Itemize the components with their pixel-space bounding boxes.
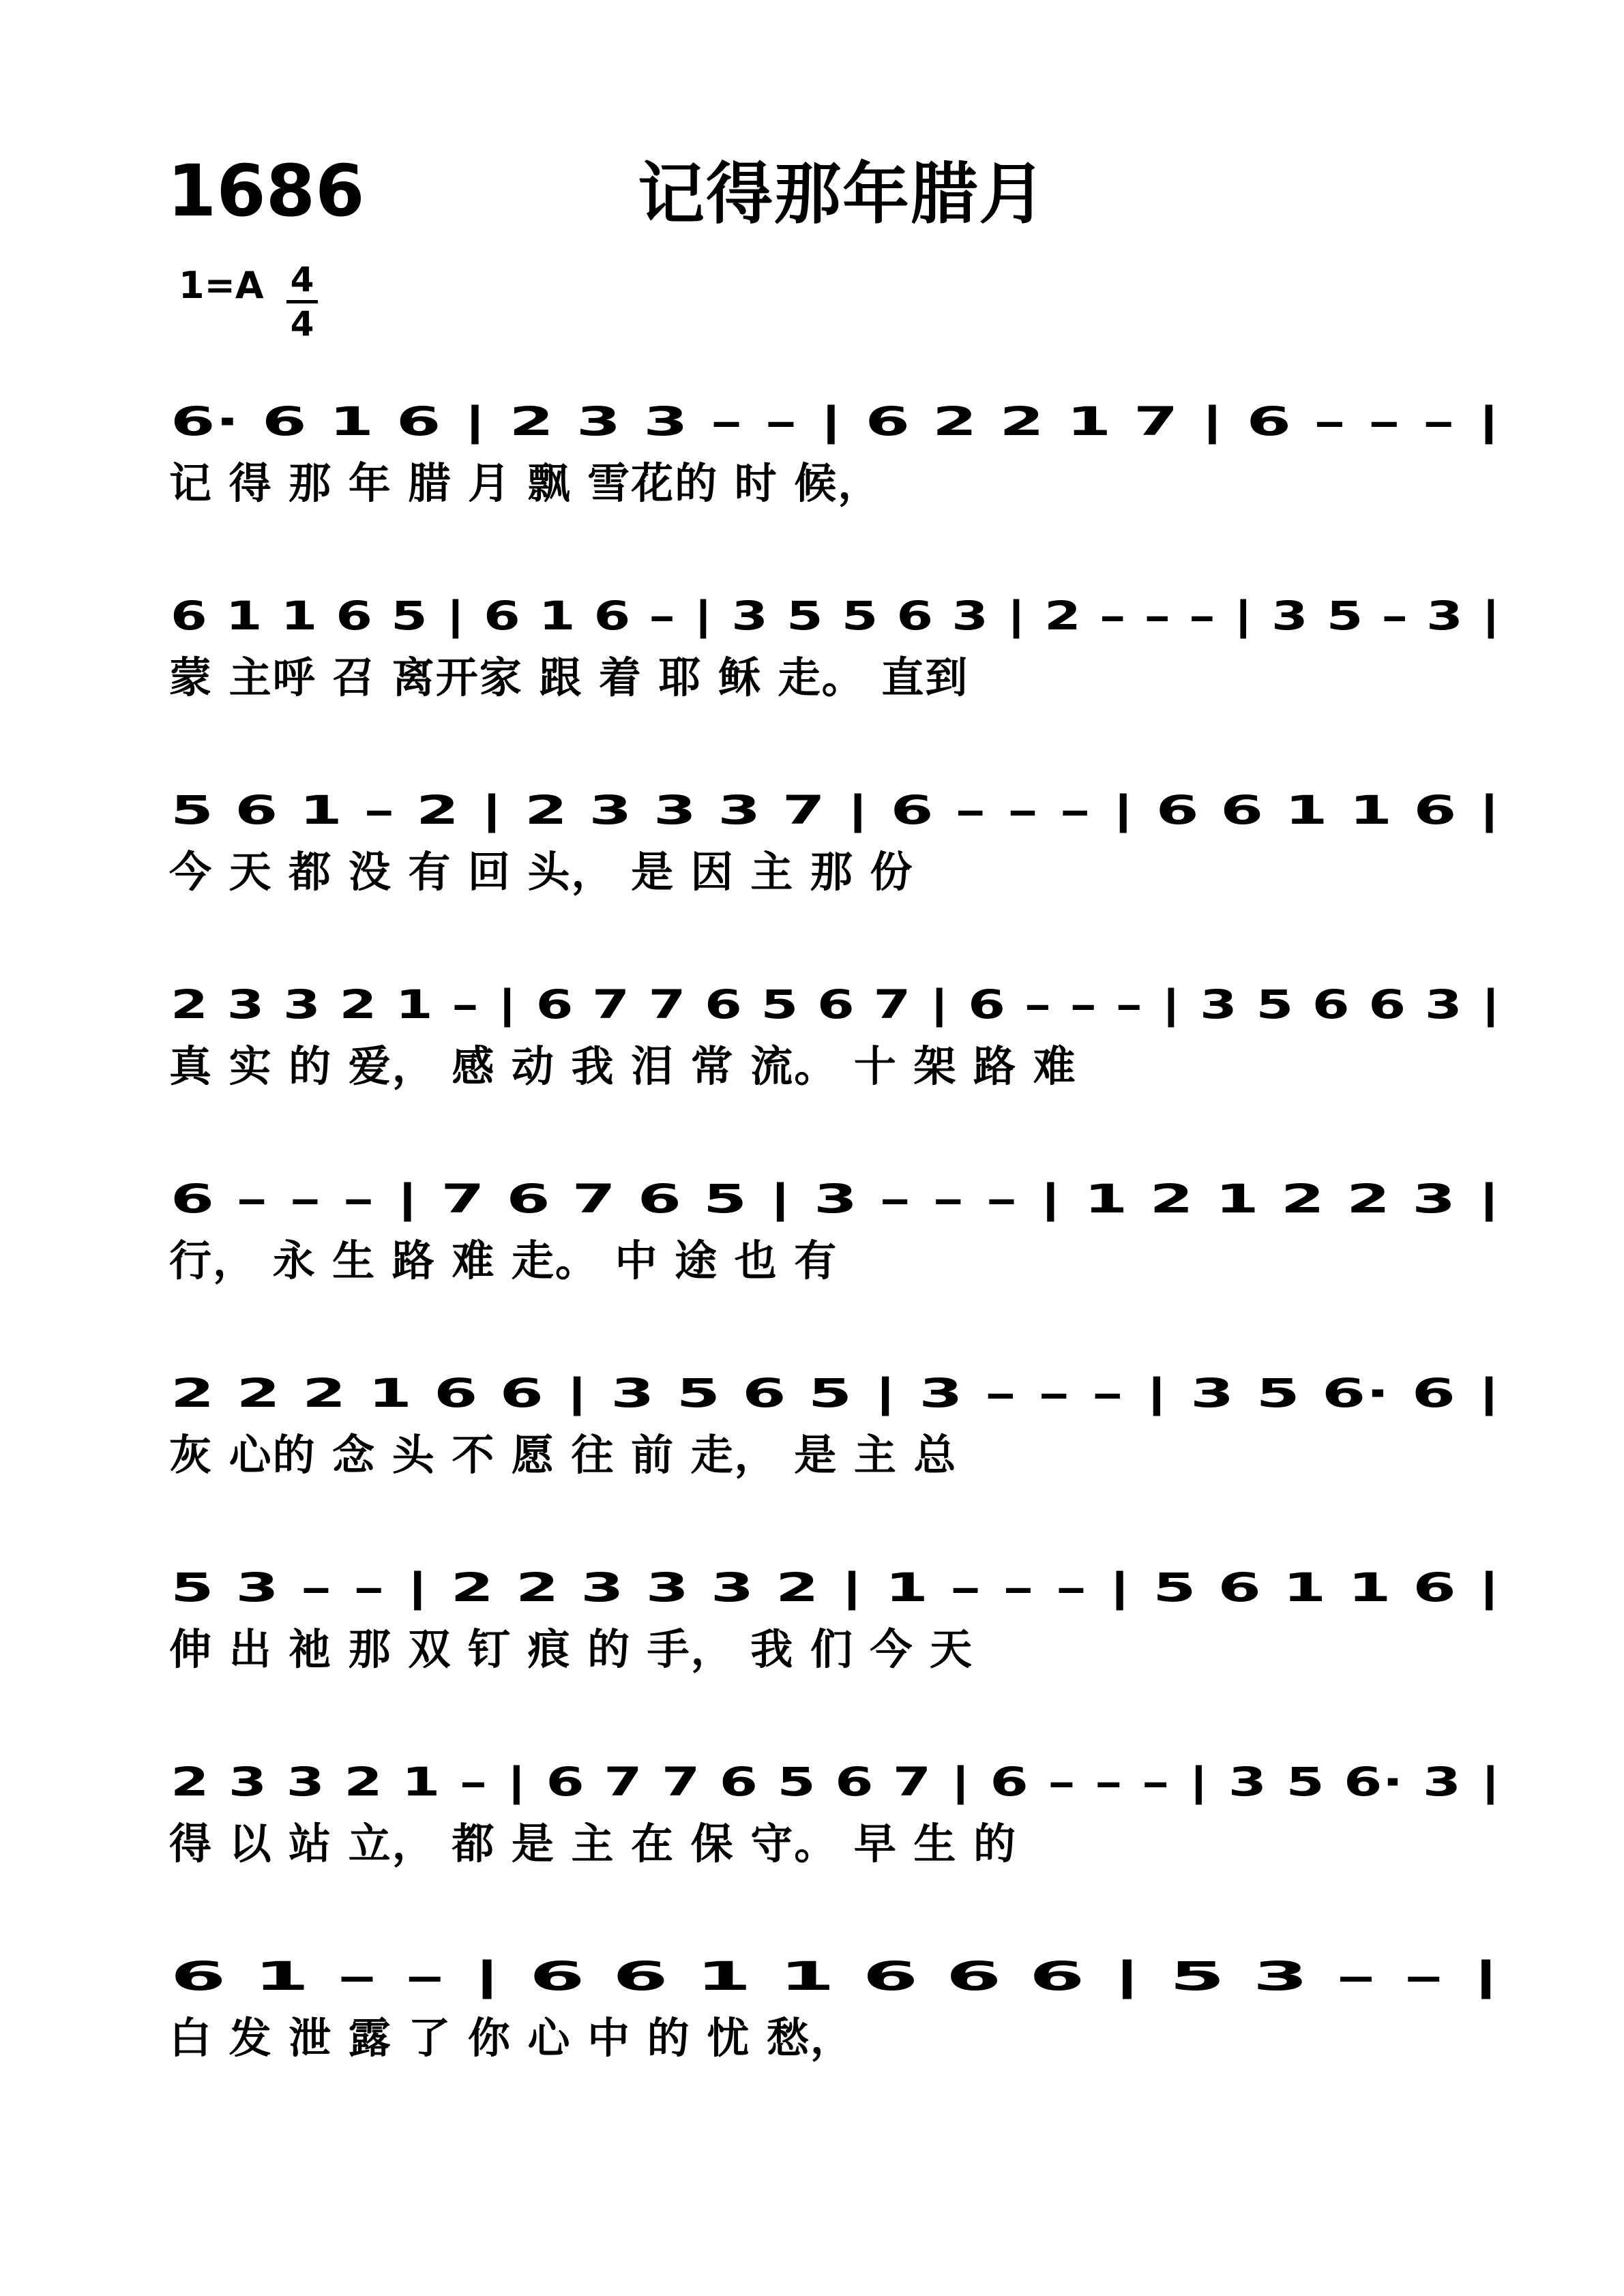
notation-2: [171, 576, 1507, 651]
lyric-line-8: 得 以 站 立， 都 是 主 在 保 守。 早 生 的: [169, 1819, 1018, 1868]
time-fraction-bar: [286, 300, 318, 303]
score-row-3: [0, 771, 1624, 934]
notation-1: [171, 382, 1507, 457]
notes-3: 5 6 1 – 2 | 2 3 3 3 7 | 6 – – – | 6 6 1 1 6 |: [171, 787, 1501, 833]
notes-4: 2 3 3 2 1 – | 6 7 7 6 5 6 7 | 6 – – – | 3 5 6 6 3 |: [171, 981, 1501, 1028]
notation-4: [171, 965, 1507, 1040]
notes-6: 2 2 2 1 6 6 | 3 5 6 5 | 3 – – – | 3 5 6· 6 |: [171, 1370, 1501, 1416]
song-title: 记得那年腊月: [638, 155, 1048, 233]
notes-8: 2 3 3 2 1 – | 6 7 7 6 5 6 7 | 6 – – – | 3 5 6· 3 |: [171, 1759, 1501, 1805]
score-row-4: [0, 965, 1624, 1129]
song-number: 1686: [167, 149, 365, 233]
lyric-line-9: 白 发 泄 露 了 你 心 中 的 忧 愁，: [169, 2013, 854, 2063]
notes-1: 6· 6 1 6 | 2 3 3 – – | 6 2 2 1 7 | 6 – – – |: [171, 398, 1501, 445]
lyric-line-4: 真 实 的 爱， 感 动 我 泪 常 流。 十 架 路 难: [169, 1041, 1077, 1091]
lyric-line-1: 记 得 那 年 腊 月 飘 雪花的 时 候，: [169, 458, 882, 508]
lyric-line-2: 蒙 主呼 召 离开家 跟 着 耶 稣 走。 直到: [169, 653, 969, 702]
notes-2: 6 1 1 6 5 | 6 1 6 – | 3 5 5 6 3 | 2 – – – | 3 5 – 3 |: [171, 593, 1501, 639]
score-row-2: [0, 576, 1624, 740]
score-row-6: [0, 1354, 1624, 1517]
notation-9: [171, 1937, 1507, 2012]
time-unit: 4: [290, 304, 314, 344]
time-beats: 4: [290, 260, 314, 299]
lyric-line-7: 伸 出 祂 那 双 钉 痕 的 手， 我 们 今 天: [169, 1624, 974, 1674]
notes-7: 5 3 – – | 2 2 3 3 3 2 | 1 – – – | 5 6 1 1 6 |: [171, 1564, 1501, 1611]
score-row-7: [0, 1548, 1624, 1712]
notation-7: [171, 1548, 1507, 1623]
lyric-line-5: 行， 永 生 路 难 走。 中 途 也 有: [169, 1236, 838, 1285]
notation-3: [171, 771, 1507, 846]
notation-6: [171, 1354, 1507, 1429]
lyric-line-6: 灰 心的 念 头 不 愿 往 前 走， 是 主 总: [169, 1430, 958, 1480]
score-row-1: [0, 382, 1624, 546]
score-row-5: [0, 1159, 1624, 1323]
score-row-8: [0, 1742, 1624, 1906]
notation-8: [171, 1742, 1507, 1817]
key-signature: 1=A: [179, 264, 264, 307]
notation-5: [171, 1159, 1507, 1234]
notes-9: 6 1 – – | 6 6 1 1 6 6 6 | 5 3 – – |: [171, 1953, 1501, 1999]
time-signature: [286, 260, 318, 344]
notes-5: 6 – – – | 7 6 7 6 5 | 3 – – – | 1 2 1 2 2 3 |: [171, 1176, 1501, 1222]
score-row-9: [0, 1937, 1624, 2100]
lyric-line-3: 今 天 都 没 有 回 头， 是 因 主 那 份: [169, 847, 914, 897]
